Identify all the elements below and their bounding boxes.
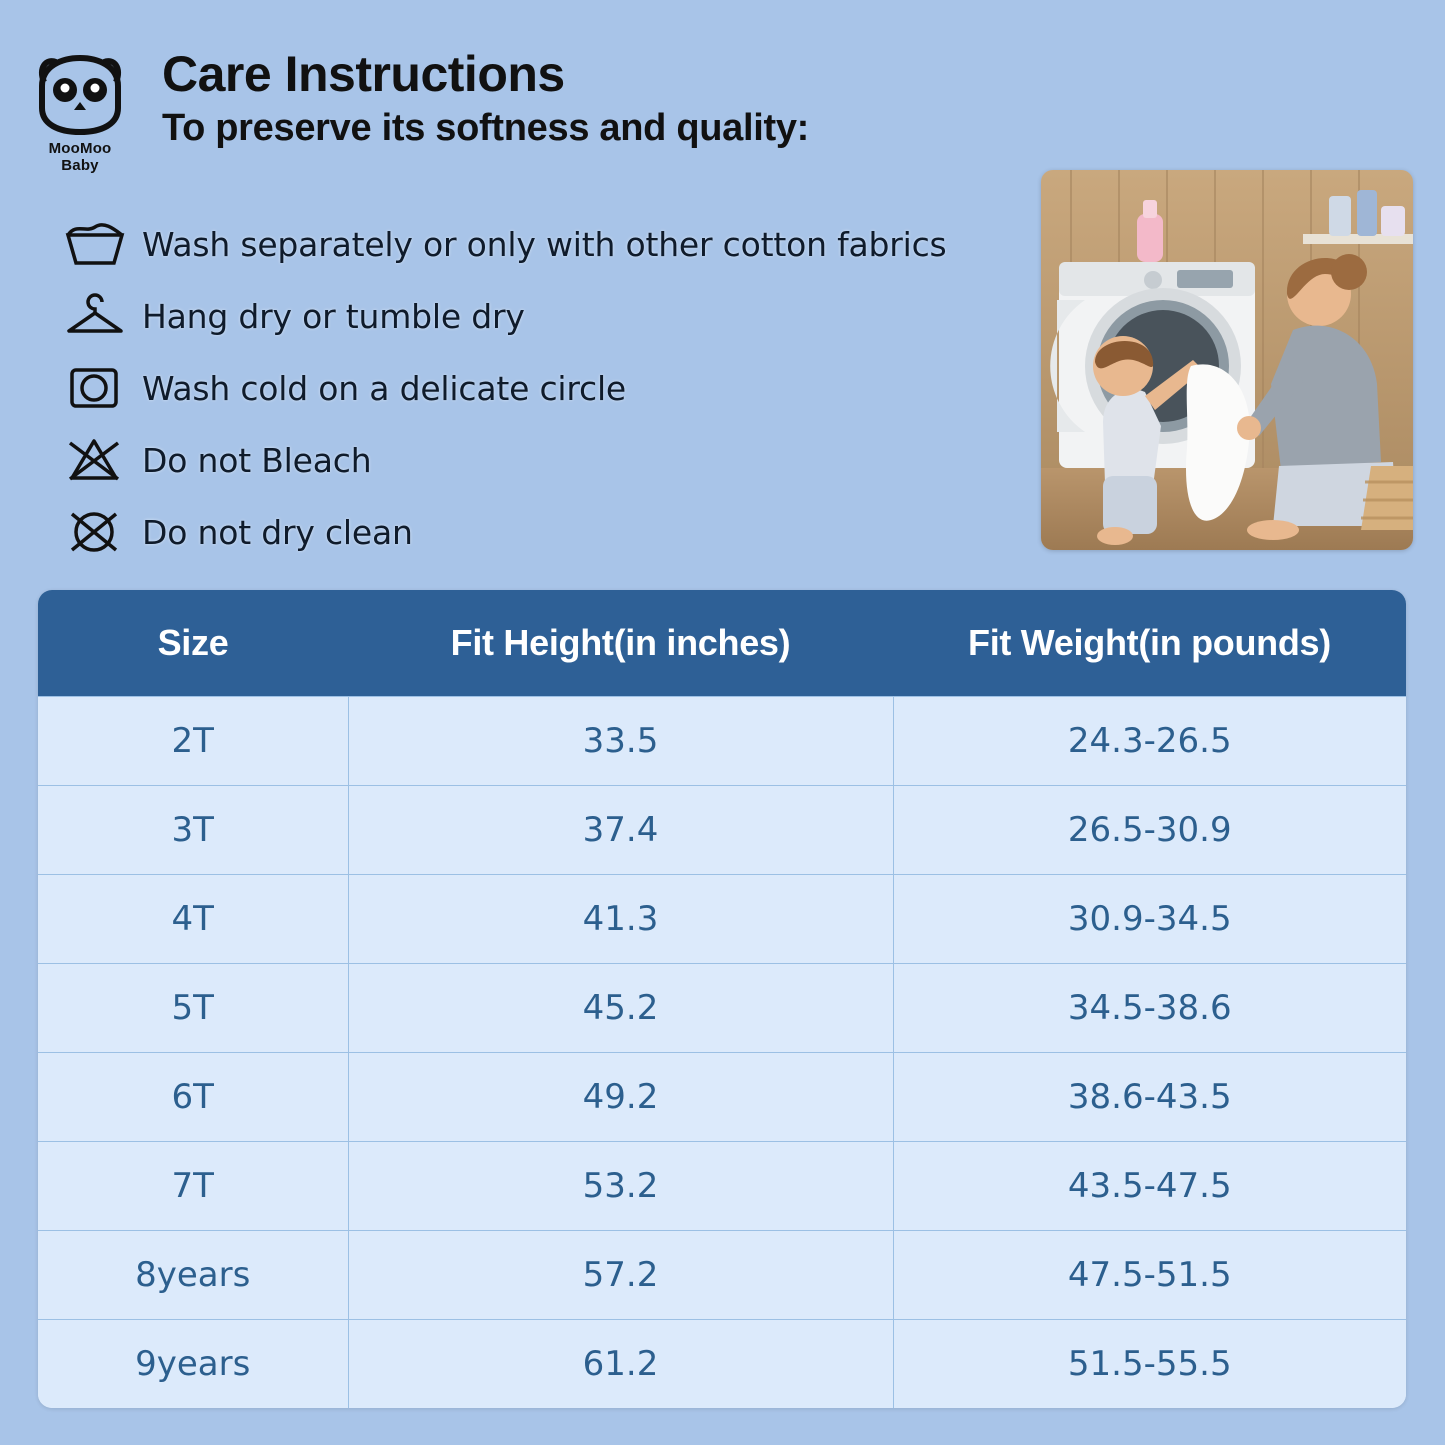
cell-height: 61.2	[348, 1320, 893, 1409]
wash-tub-icon	[64, 216, 142, 272]
care-instruction-item	[64, 496, 1044, 568]
do-not-dry-clean-icon	[64, 504, 142, 560]
care-instruction-item	[64, 352, 1044, 424]
cell-weight: 38.6-43.5	[893, 1053, 1406, 1142]
owl-logo-icon	[28, 52, 132, 138]
table-row	[38, 786, 1406, 875]
care-instruction-item	[64, 280, 1044, 352]
cell-height: 45.2	[348, 964, 893, 1053]
column-header-fit-weight: Fit Weight(in pounds)	[893, 590, 1406, 697]
care-instruction-label: Wash separately or only with other cotton fabrics	[142, 224, 947, 264]
brand-name: MooMoo Baby	[48, 140, 112, 174]
cell-size: 9years	[38, 1320, 348, 1409]
care-instruction-item	[64, 208, 1044, 280]
laundry-photo	[1041, 170, 1413, 550]
cell-height: 57.2	[348, 1231, 893, 1320]
cell-weight: 30.9-34.5	[893, 875, 1406, 964]
column-header-size: Size	[38, 590, 348, 697]
cell-size: 4T	[38, 875, 348, 964]
delicate-cycle-icon	[64, 360, 142, 416]
size-chart-table	[38, 590, 1406, 1408]
cell-weight: 26.5-30.9	[893, 786, 1406, 875]
table-row	[38, 1231, 1406, 1320]
cell-weight: 34.5-38.6	[893, 964, 1406, 1053]
page-header	[0, 0, 1445, 190]
cell-weight: 24.3-26.5	[893, 697, 1406, 786]
cell-size: 7T	[38, 1142, 348, 1231]
cell-size: 6T	[38, 1053, 348, 1142]
page-subtitle: To preserve its softness and quality:	[162, 106, 810, 149]
brand-logo	[28, 52, 132, 174]
care-instruction-list	[64, 208, 1044, 568]
cell-size: 5T	[38, 964, 348, 1053]
cell-height: 33.5	[348, 697, 893, 786]
table-row	[38, 1142, 1406, 1231]
care-instruction-item	[64, 424, 1044, 496]
care-instruction-label: Wash cold on a delicate circle	[142, 368, 627, 408]
care-instruction-label: Do not dry clean	[142, 512, 413, 552]
table-row	[38, 1053, 1406, 1142]
cell-height: 37.4	[348, 786, 893, 875]
do-not-bleach-icon	[64, 432, 142, 488]
cell-weight: 47.5-51.5	[893, 1231, 1406, 1320]
table-row	[38, 964, 1406, 1053]
cell-size: 8years	[38, 1231, 348, 1320]
hanger-icon	[64, 288, 142, 344]
table-row	[38, 697, 1406, 786]
care-instruction-label: Do not Bleach	[142, 440, 372, 480]
table-row	[38, 1320, 1406, 1409]
cell-weight: 51.5-55.5	[893, 1320, 1406, 1409]
cell-height: 41.3	[348, 875, 893, 964]
cell-size: 2T	[38, 697, 348, 786]
table-header-row	[38, 590, 1406, 697]
title-block	[162, 48, 809, 150]
page-title: Care Instructions	[162, 46, 565, 102]
cell-height: 53.2	[348, 1142, 893, 1231]
table-row	[38, 875, 1406, 964]
cell-size: 3T	[38, 786, 348, 875]
cell-height: 49.2	[348, 1053, 893, 1142]
care-instruction-label: Hang dry or tumble dry	[142, 296, 525, 336]
cell-weight: 43.5-47.5	[893, 1142, 1406, 1231]
column-header-fit-height: Fit Height(in inches)	[348, 590, 893, 697]
